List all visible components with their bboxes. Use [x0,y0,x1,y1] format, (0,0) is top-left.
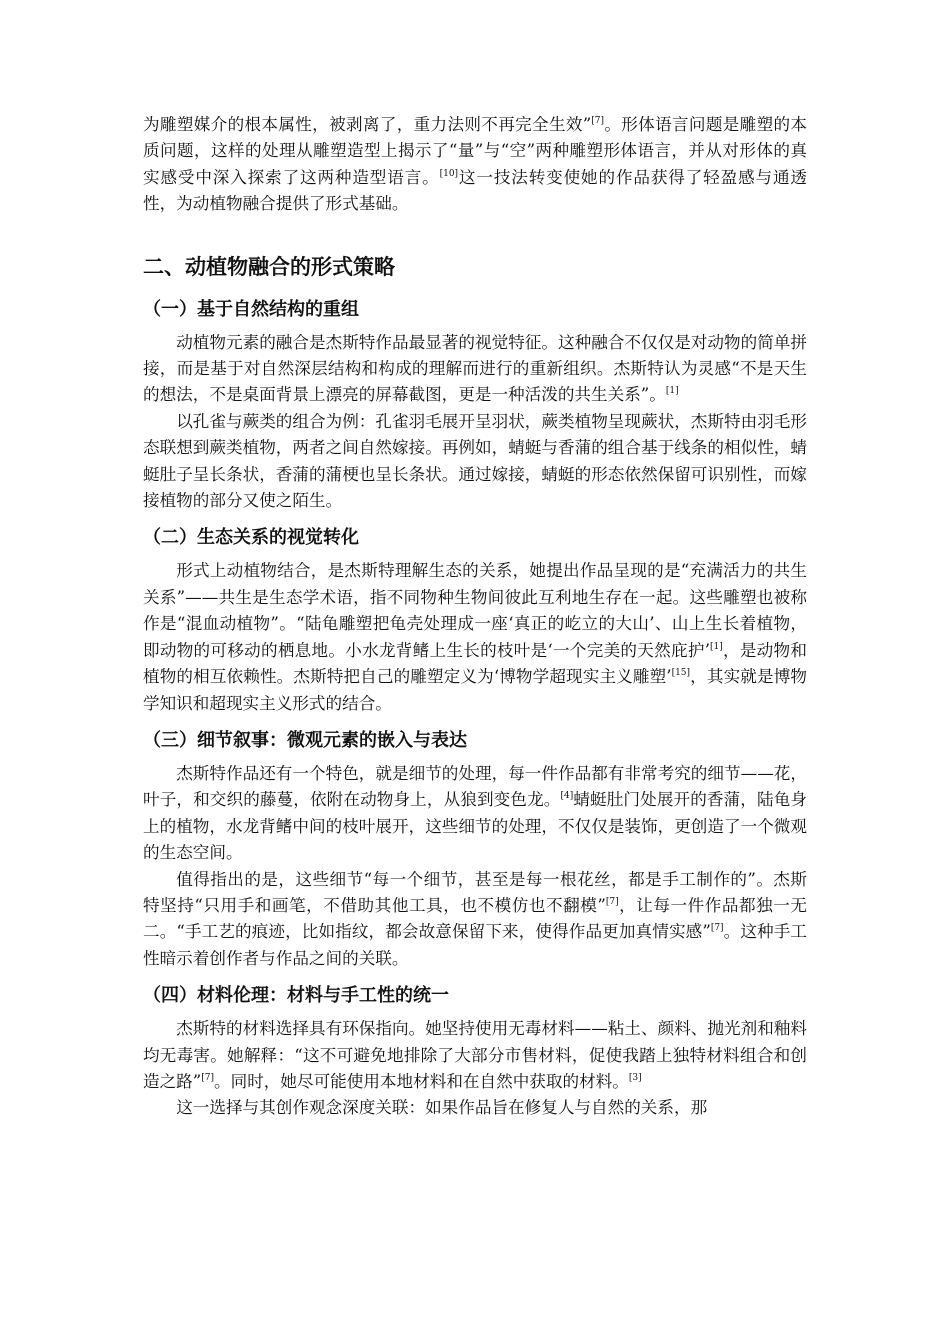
text-run: 值得指出的是，这些细节“每一个细节，甚至是每一根花丝，都是手工制作的”。杰斯特坚持“只用手和画笔，不借助其他工具，也不模仿也不翻模” [143,869,807,915]
citation: [3] [628,1072,642,1083]
text-run: 杰斯特的材料选择具有环保指向。她坚持使用无毒材料——粘土、颜料、抛光剂和釉料均无毒害。她解释：“这不可避免地排除了大部分市售材料，促使我踏上独特材料组合和创造之路” [143,1019,807,1091]
body-paragraph [143,330,807,409]
subsection-heading: （二）生态关系的视觉转化 [143,527,359,549]
intro-paragraph [143,112,807,218]
text-run: 动植物元素的融合是杰斯特作品最显著的视觉特征。这种融合不仅仅是对动物的简单拼接，而是基于对自然深层结构和构成的理解而进行的重新组织。杰斯特认为灵感“不是天生的想法，不是桌面背景上漂亮的屏幕截图，更是一种活泼的共生关系”。 [143,332,807,405]
text-run: 形式上动植物结合，是杰斯特理解生态的关系，她提出作品呈现的是“充满活力的共生关系”——共生是生态学术语，指不同物种生物间彼此互利地生存在一起。这些雕塑也被称作是“混血动植物”。“陆龟雕塑把龟壳处理成一座‘真正的屹立的大山’、山上生长着植物，即动物的可移动的栖息地。小水龙背鳍上生长的枝叶是‘一个完美的天然庇护’ [143,561,807,660]
section-heading: 二、动植物融合的形式策略 [143,254,395,279]
text-run: ，其实就是博物学知识和超现实主义形式的结合。 [143,667,807,713]
text-run: ，是动物和植物的相互依赖性。杰斯特把自己的雕塑定义为‘博物学超现实主义雕塑’ [143,640,807,687]
citation: [4] [560,791,574,802]
body-paragraph [143,558,807,716]
citation: [7] [710,923,724,934]
body-paragraph: 以孔雀与蕨类的组合为例：孔雀羽毛展开呈羽状，蕨类植物呈现蕨状，杰斯特由羽毛形态联想到蕨类植物，两者之间自然嫁接。再例如，蜻蜓与香蒲的组合基于线条的相似性，蜻蜓肚子呈长条状，香蒲的蒲梗也呈长条状。通过嫁接，蜻蜓的形态依然保留可识别性，而嫁接植物的部分又使之陌生。 [143,411,807,511]
citation: [15] [671,668,691,679]
citation: [7] [605,896,619,907]
subsection-heading: （一）基于自然结构的重组 [143,298,359,320]
text-run: 。形体语言问题是雕塑的本质问题，这样的处理从雕塑造型上揭示了“量”与“空”两种雕塑形体语言，并从对形体的真实感受中深入探索了这两种造型语言。 [143,115,808,187]
citation: [1] [665,386,679,397]
page-content [143,112,807,1122]
text-run: 。这种手工性暗示着创作者与作品之间的关联。 [143,922,808,968]
citation: [7] [201,1072,215,1083]
text-run: 蜻蜓肚门处展开的香蒲，陆龟身上的植物，水龙背鳍中间的枝叶展开，这些细节的处理，不仅仅是装饰，更创造了一个微观的生态空间。 [143,790,808,863]
subsection-heading: （四）材料伦理：材料与手工性的统一 [143,985,449,1007]
subsection-heading: （三）细节叙事：微观元素的嵌入与表达 [143,729,467,751]
text-run: 。同时，她尽可能使用本地材料和在自然中获取的材料。 [214,1071,629,1091]
citation: [1] [709,641,723,652]
body-paragraph: 这一选择与其创作观念深度关联：如果作品旨在修复人与自然的关系，那 [176,1098,708,1118]
text-run: 杰斯特作品还有一个特色，就是细节的处理，每一件作品都有非常考究的细节——花，叶子，和交织的藤蔓，依附在动物身上，从狼到变色龙。 [143,763,807,810]
body-paragraph [143,867,807,973]
body-paragraph [143,761,807,867]
text-run: ，让每一件作品都独一无二。“手工艺的痕迹，比如指纹，都会故意保留下来，使得作品更加真情实感” [143,895,808,942]
citation: [10] [439,168,459,179]
text-run: 这一技法转变使她的作品获得了轻盈感与通透性，为动植物融合提供了形式基础。 [143,167,808,214]
body-paragraph [143,1016,807,1095]
citation: [7] [591,116,605,126]
text-run: 为雕塑媒介的根本属性，被剥离了，重力法则不再完全生效” [143,115,592,134]
